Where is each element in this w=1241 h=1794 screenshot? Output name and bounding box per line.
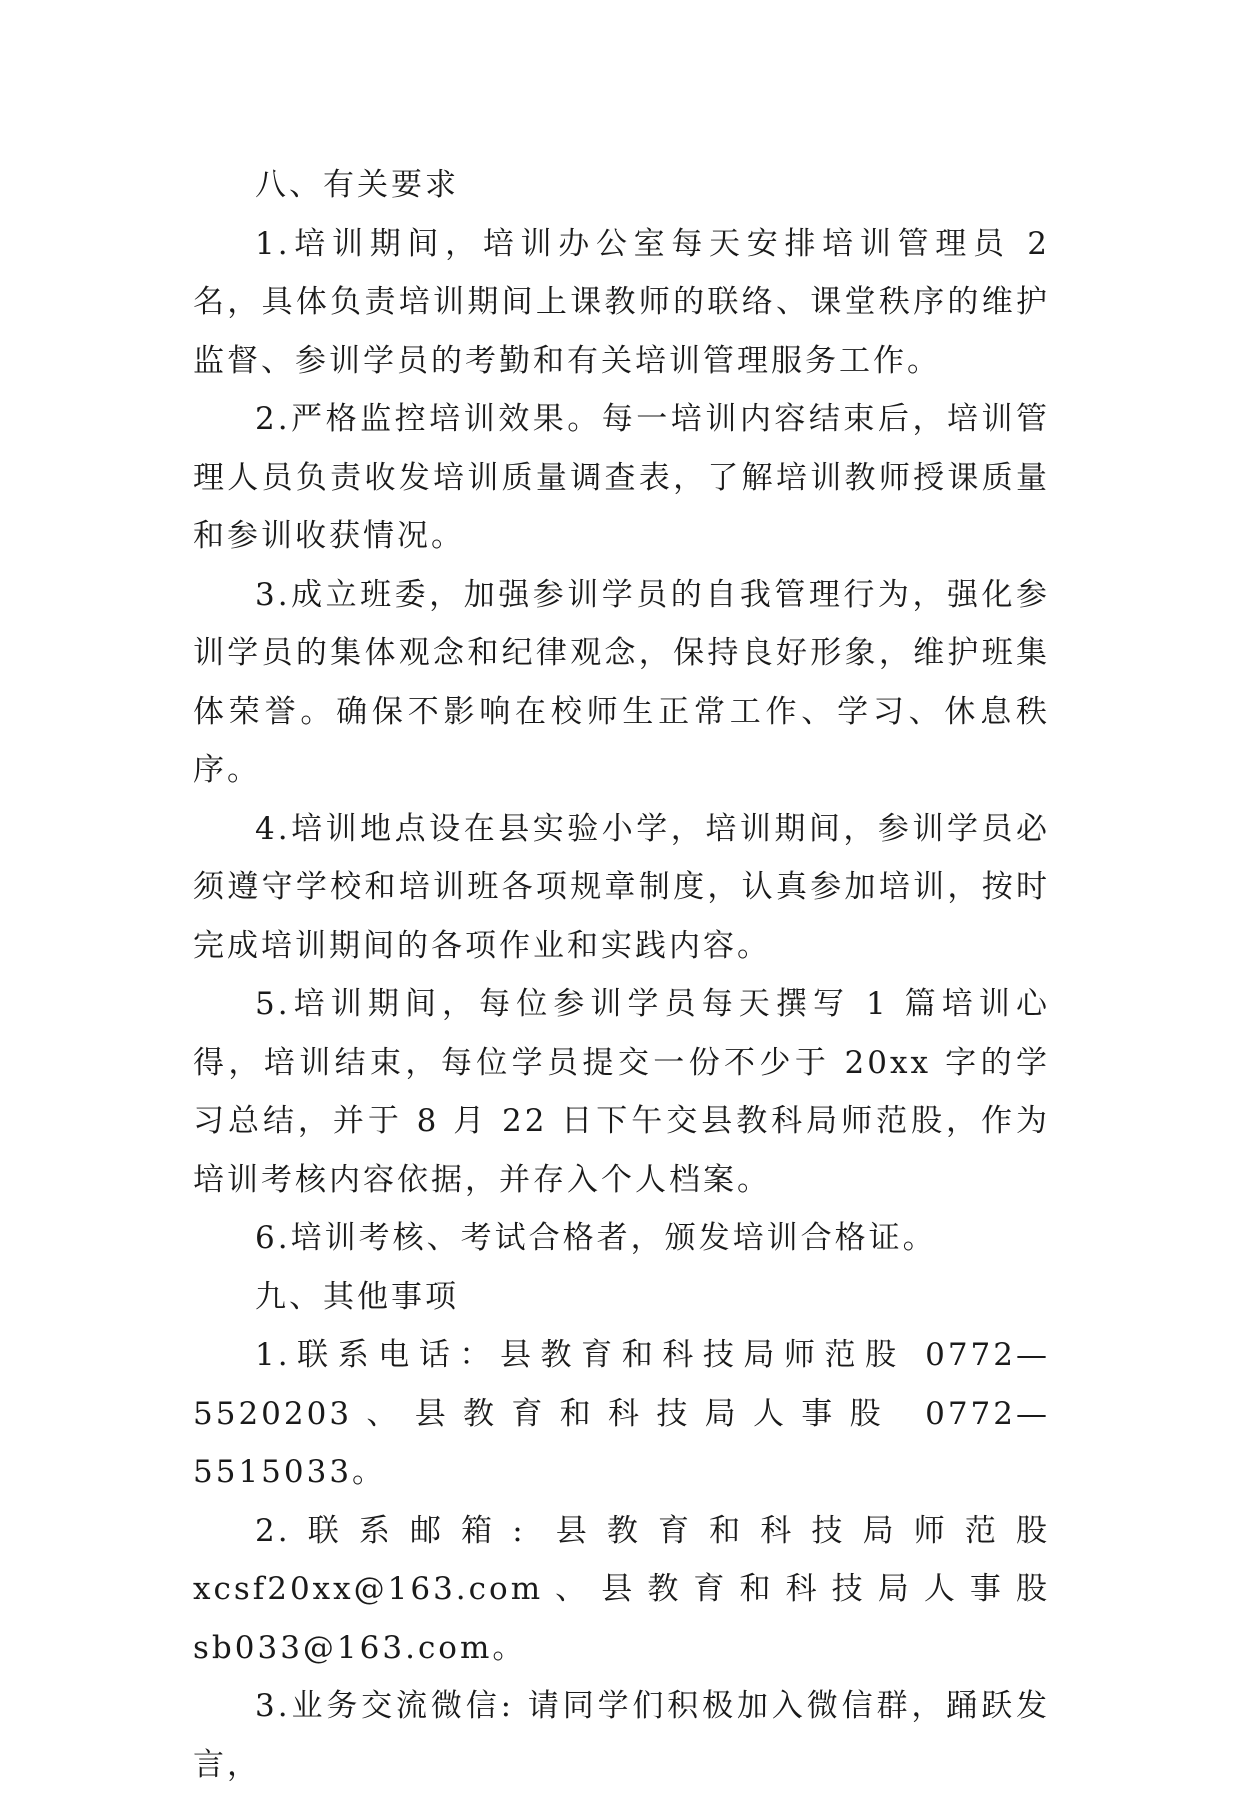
paragraph-requirement-4: 4.培训地点设在县实验小学，培训期间，参训学员必须遵守学校和培训班各项规章制度，认真参加培训，按时完成培训期间的各项作业和实践内容。 [193,810,1050,964]
paragraph-contact-email: 2.联系邮箱: 县教育和科技局师范股 xcsf20xx@163.com、县教育和科技局人事股 sb033@163.com。 [193,1512,1063,1666]
document-body [193,156,1063,1794]
paragraph-requirement-2: 2.严格监控培训效果。每一培训内容结束后，培训管理人员负责收发培训质量调查表，了解培训教师授课质量和参训收获情况。 [193,401,1050,554]
paragraph-wechat: 3.业务交流微信: 请同学们积极加入微信群，踊跃发言， [193,1688,1050,1783]
paragraph-requirement-1: 1.培训期间，培训办公室每天安排培训管理员 2 名，具体负责培训期间上课教师的联络、课堂秩序的维护监督、参训学员的考勤和有关培训管理服务工作。 [193,225,1063,379]
section-heading-other-matters: 九、其他事项 [255,1278,459,1315]
paragraph-requirement-3: 3.成立班委，加强参训学员的自我管理行为，强化参训学员的集体观念和纪律观念，保持良好形象，维护班集体荣誉。确保不影响在校师生正常工作、学习、休息秩序。 [193,576,1050,788]
paragraph-requirement-5: 5.培训期间，每位参训学员每天撰写 1 篇培训心得，培训结束，每位学员提交一份不少于 20xx 字的学习总结，并于 8 月 22 日下午交县教科局师范股，作为培训考核内容依据，并存入个人档案。 [193,986,1050,1198]
paragraph-contact-phone: 1.联系电话：县教育和科技局师范股 0772—5520203、县教育和科技局人事股 0772—5515033。 [193,1337,1050,1490]
paragraph-requirement-6: 6.培训考核、考试合格者，颁发培训合格证。 [255,1220,937,1256]
section-heading-requirements: 八、有关要求 [255,167,459,203]
